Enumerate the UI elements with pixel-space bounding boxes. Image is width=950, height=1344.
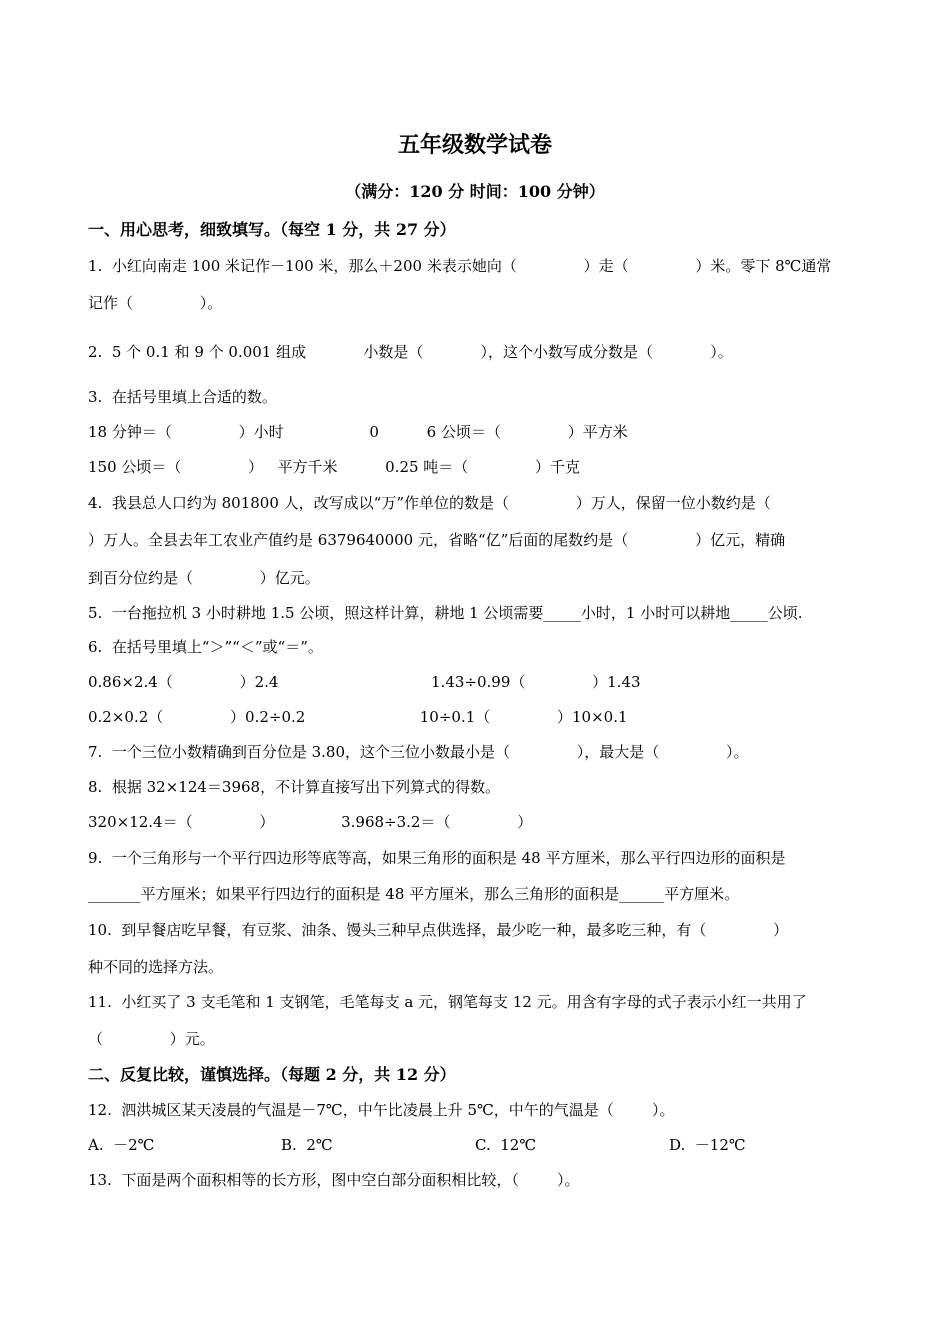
- question-10-line-2: 种不同的选择方法。: [88, 958, 224, 976]
- page-title: 五年级数学试卷: [397, 132, 552, 158]
- page-subtitle: （满分：120 分 时间：100 分钟）: [345, 182, 605, 201]
- question-1-line-1: 1. 小红向南走 100 米记作－100 米，那么＋200 米表示她向（ ）走（ ）米。零下 8℃通常: [88, 257, 832, 275]
- option-a: A. －2℃: [88, 1136, 155, 1154]
- question-1-line-2: 记作（ ）。: [88, 294, 223, 312]
- question-6: 6. 在括号里填上“＞”“＜”或“＝”。: [88, 638, 323, 656]
- question-9-line-1: 9. 一个三角形与一个平行四边形等底等高，如果三角形的面积是 48 平方厘米，那么平行四边形的面积是: [88, 849, 786, 867]
- question-2: 2. 5 个 0.1 和 9 个 0.001 组成 小数是（ ），这个小数写成分数是（ ）。: [88, 343, 733, 361]
- question-11-line-1: 11. 小红买了 3 支毛笔和 1 支钢笔，毛笔每支 a 元，钢笔每支 12 元。用含有字母的式子表示小红一共用了: [88, 993, 807, 1011]
- section-heading-2: 二、反复比较，谨慎选择。（每题 2 分，共 12 分）: [88, 1065, 456, 1084]
- question-6-line-b: 0.2×0.2（ ）0.2÷0.2 10÷0.1（ ）10×0.1: [88, 708, 628, 726]
- section-heading-1: 一、用心思考，细致填写。（每空 1 分，共 27 分）: [88, 220, 456, 239]
- question-9-line-2: _______平方厘米；如果平行四边行的面积是 48 平方厘米，那么三角形的面积是______平方厘米。: [88, 885, 740, 903]
- question-5: 5. 一台拖拉机 3 小时耕地 1.5 公顷，照这样计算，耕地 1 公顷需要_____小时，1 小时可以耕地_____公顷.: [88, 604, 803, 622]
- question-3-line-a: 18 分钟＝（ ）小时 0 6 公顷＝（ ）平方米: [88, 423, 628, 441]
- option-d: D. －12℃: [669, 1136, 746, 1154]
- question-3: 3. 在括号里填上合适的数。: [88, 388, 277, 406]
- question-8-line-a: 320×12.4＝（ ） 3.968÷3.2＝（ ）: [88, 813, 533, 831]
- question-4-line-2: ）万人。全县去年工农业产值约是 6379640000 元，省略“亿”后面的尾数约是（ ）亿元，精确: [88, 531, 786, 549]
- option-b: B. 2℃: [281, 1136, 333, 1154]
- question-8: 8. 根据 32×124＝3968，不计算直接写出下列算式的得数。: [88, 778, 501, 796]
- question-4-line-3: 到百分位约是（ ）亿元。: [88, 569, 320, 587]
- question-10-line-1: 10. 到早餐店吃早餐，有豆浆、油条、馒头三种早点供选择，最少吃一种，最多吃三种，有（ ）: [88, 921, 789, 939]
- question-11-line-2: （ ）元。: [88, 1030, 215, 1048]
- option-c: C. 12℃: [475, 1136, 537, 1154]
- question-6-line-a: 0.86×2.4（ ）2.4 1.43÷0.99（ ）1.43: [88, 673, 641, 691]
- question-3-line-b: 150 公顷＝（ ） 平方千米 0.25 吨＝（ ）千克: [88, 458, 581, 476]
- question-4-line-1: 4. 我县总人口约为 801800 人，改写成以“万”作单位的数是（ ）万人，保留一位小数约是（: [88, 494, 771, 512]
- question-7: 7. 一个三位小数精确到百分位是 3.80，这个三位小数最小是（ ），最大是（ ）。: [88, 743, 749, 761]
- question-13: 13. 下面是两个面积相等的长方形，图中空白部分面积相比较，（ ）。: [88, 1171, 580, 1189]
- question-12: 12. 泗洪城区某天凌晨的气温是－7℃，中午比凌晨上升 5℃，中午的气温是（ ）。: [88, 1101, 675, 1119]
